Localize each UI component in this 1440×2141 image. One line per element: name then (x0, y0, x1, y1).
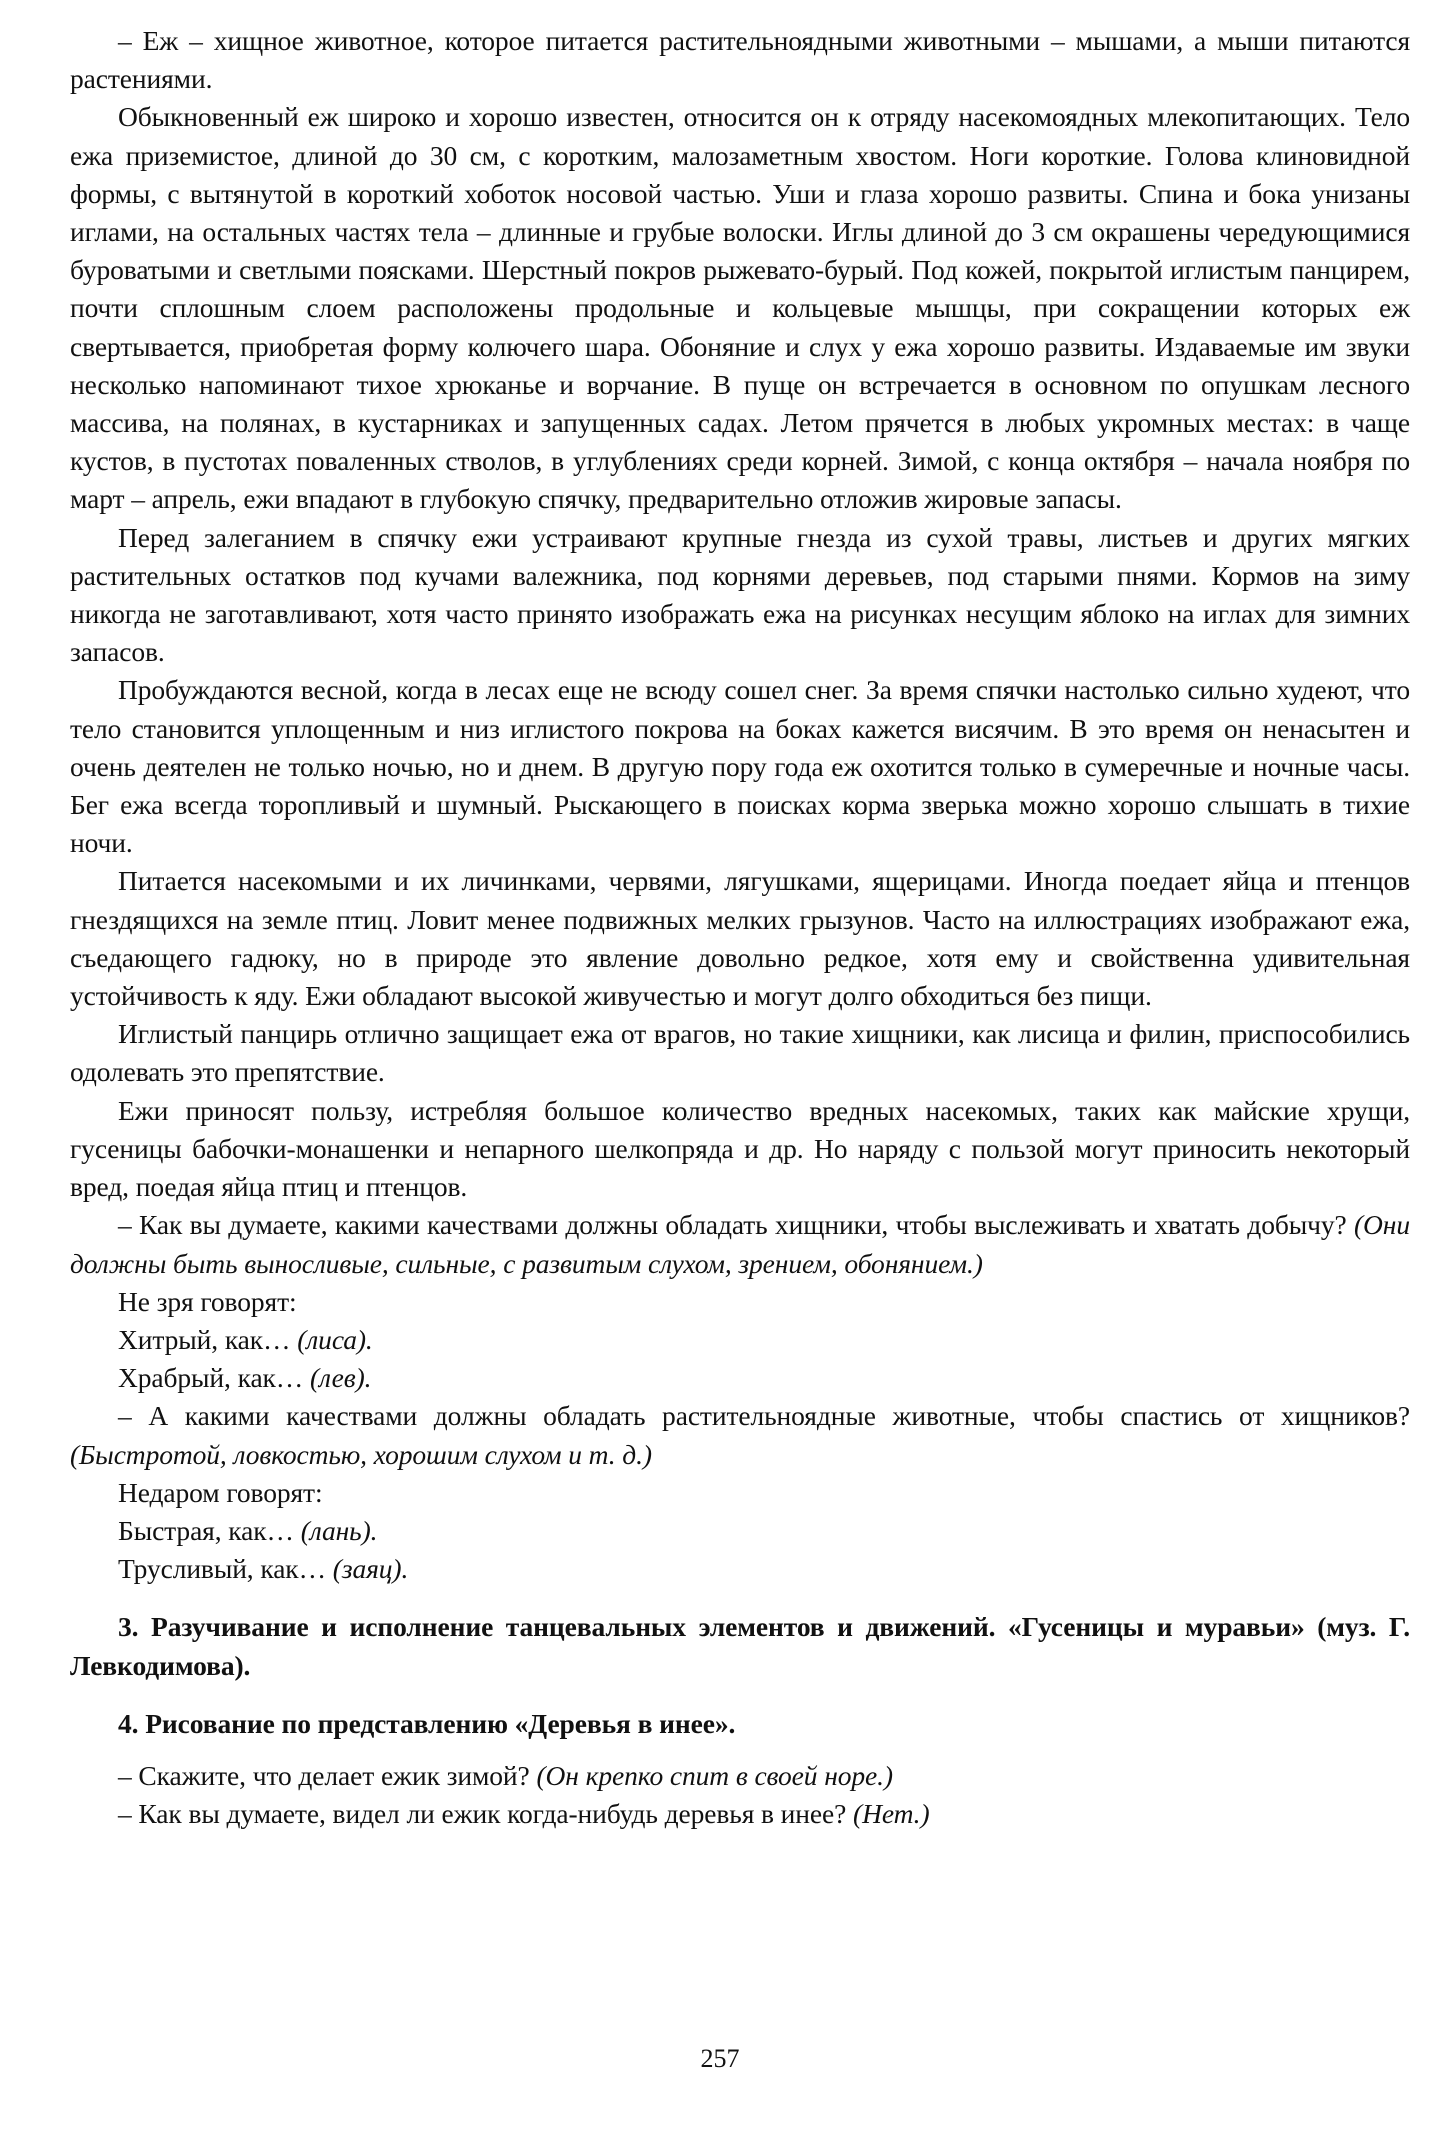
answer-text: (Он крепко спит в своей норе.) (536, 1759, 893, 1791)
paragraph: Питается насекомыми и их личинками, червями, лягушками, ящерицами. Иногда поедает яйца и птенцов гнездящихся на земле птиц. Ловит менее подвижных мелких грызунов. Часто на иллюстрациях изображают ежа, съедающего гадюку, но в природе это явление довольно редкое, хотя ему и свойственна удивительная устойчивость к яду. Ежи обладают высокой живучестью и могут долго обходиться без пищи. (70, 865, 1410, 1012)
paragraph: Перед залеганием в спячку ежи устраивают крупные гнезда из сухой травы, листьев и других мягких растительных остатков под кучами валежника, под корнями деревьев, под старыми пнями. Кормов на зиму никогда не заготавливают, хотя часто принято изображать ежа на рисунках несущим яблоко на иглах для зимних запасов. (70, 521, 1410, 668)
saying-text: Быстрая, как… (118, 1514, 294, 1546)
question-text: – Как вы думаете, какими качествами должны обладать хищники, чтобы выслеживать и хватать добычу? (118, 1209, 1347, 1241)
saying-line (70, 1550, 1410, 1588)
saying-line (70, 1359, 1410, 1397)
question-paragraph (70, 1206, 1410, 1282)
question-text: – А какими качествами должны обладать растительноядные животные, чтобы спастись от хищников? (118, 1400, 1410, 1432)
question-text: – Как вы думаете, видел ли ежик когда-нибудь деревья в инее? (118, 1798, 847, 1830)
page-number: 257 (700, 2044, 740, 2073)
saying-text: Хитрый, как… (118, 1323, 291, 1355)
paragraph: Ежи приносят пользу, истребляя большое количество вредных насекомых, таких как майские хрущи, гусеницы бабочки-монашенки и непарного шелкопряда и др. Но наряду с пользой могут приносить некоторый вред, поедая яйца птиц и птенцов. (70, 1094, 1410, 1203)
saying-line (70, 1512, 1410, 1550)
saying-answer: (заяц). (332, 1553, 409, 1585)
paragraph: – Еж – хищное животное, которое питается растительноядными животными – мышами, а мыши питаются растениями. (70, 25, 1410, 95)
saying-text: Трусливый, как… (118, 1553, 326, 1585)
paragraph: Иглистый панцирь отлично защищает ежа от врагов, но такие хищники, как лисица и филин, приспособились одолевать это препятствие. (70, 1018, 1410, 1088)
saying-intro: Не зря говорят: (118, 1285, 297, 1317)
page-text (70, 22, 1410, 1833)
answer-text: (Быстротой, ловкостью, хорошим слухом и т. д.) (70, 1438, 652, 1470)
saying-text: Храбрый, как… (118, 1362, 304, 1394)
section-heading: 4. Рисование по представлению «Деревья в инее». (118, 1707, 736, 1739)
saying-intro: Недаром говорят: (118, 1476, 323, 1508)
saying-answer: (лев). (310, 1362, 372, 1394)
saying-answer: (лиса). (297, 1323, 373, 1355)
answer-text: (Они должны быть выносливые, сильные, с развитым слухом, зрением, обонянием.) (70, 1209, 1410, 1279)
saying-line (70, 1321, 1410, 1359)
question-paragraph (70, 1397, 1410, 1473)
answer-text: (Нет.) (853, 1798, 930, 1830)
question-paragraph (70, 1757, 1410, 1795)
question-paragraph (70, 1795, 1410, 1833)
paragraph: Пробуждаются весной, когда в лесах еще не всюду сошел снег. За время спячки настолько сильно худеют, что тело становится уплощенным и низ иглистого покрова на боках кажется висячим. В это время он ненасытен и очень деятелен не только ночью, но и днем. В другую пору года еж охотится только в сумеречные и ночные часы. Бег ежа всегда торопливый и шумный. Рыскающего в поисках корма зверька можно хорошо слышать в тихие ночи. (70, 674, 1410, 859)
paragraph: Обыкновенный еж широко и хорошо известен, относится он к отряду насекомоядных млекопитающих. Тело ежа приземистое, длиной до 30 см, с коротким, малозаметным хвостом. Ноги короткие. Голова клиновидной формы, с вытянутой в короткий хоботок носовой частью. Уши и глаза хорошо развиты. Спина и бока унизаны иглами, на остальных частях тела – длинные и грубые волоски. Иглы длиной до 3 см окрашены чередующимися буроватыми и светлыми поясками. Шерстный покров рыжевато-бурый. Под кожей, покрытой иглистым панцирем, почти сплошным слоем расположены продольные и кольцевые мышцы, при сокращении которых еж свертывается, приобретая форму колючего шара. Обоняние и слух у ежа хорошо развиты. Издаваемые им звуки несколько напоминают тихое хрюканье и ворчание. В пуще он встречается в основном по опушкам лесного массива, на полянах, в кустарниках и запущенных садах. Летом прячется в любых укромных местах: в чаще кустов, в пустотах поваленных стволов, в углублениях среди корней. Зимой, с конца октября – начала ноября по март – апрель, ежи впадают в глубокую спячку, предварительно отложив жировые запасы. (70, 101, 1410, 515)
section-heading: 3. Разучивание и исполнение танцевальных элементов и движений. «Гусеницы и муравьи» (муз. Г. Левкодимова). (70, 1611, 1410, 1681)
saying-answer: (лань). (300, 1514, 378, 1546)
question-text: – Скажите, что делает ежик зимой? (118, 1759, 530, 1791)
